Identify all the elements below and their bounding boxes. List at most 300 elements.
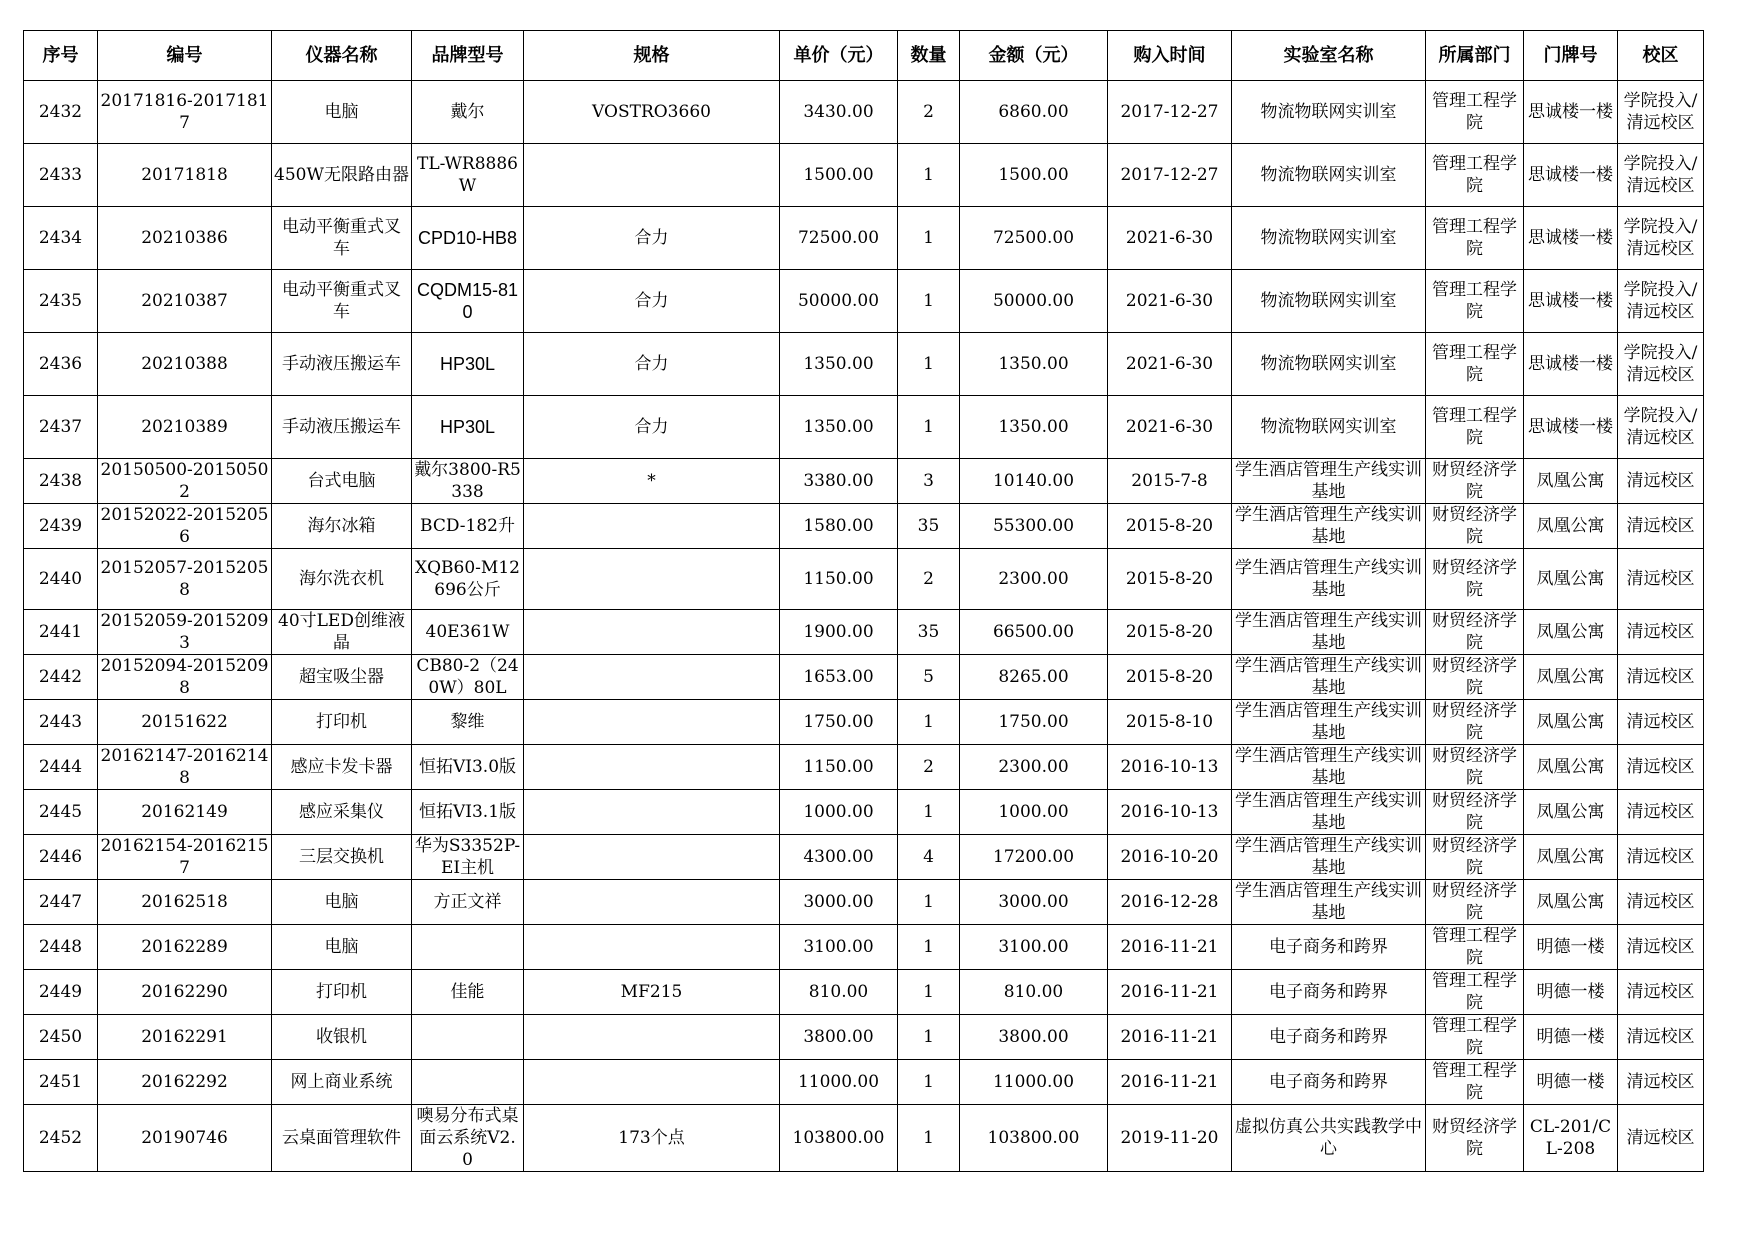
- code-cell-text: 20190746: [141, 1128, 228, 1148]
- unit-price-cell: [780, 700, 898, 745]
- header-cell: 数量: [898, 31, 960, 81]
- department-cell-text: 财贸经济学院: [1432, 505, 1517, 547]
- lab-name-cell-text: 物流物联网实训室: [1260, 291, 1397, 311]
- quantity-cell-text: 3: [923, 471, 934, 491]
- amount-cell: [960, 880, 1108, 925]
- room-number-cell-text: CL-201/CL-208: [1529, 1117, 1612, 1159]
- campus-cell: [1618, 655, 1704, 700]
- room-number-cell-text: 思诚楼一楼: [1528, 228, 1613, 248]
- room-number-cell: [1524, 925, 1618, 970]
- room-number-cell: [1524, 835, 1618, 880]
- code-cell: [98, 1060, 272, 1105]
- department-cell-text: 管理工程学院: [1432, 154, 1517, 196]
- instrument-name-cell-text: 打印机: [316, 712, 367, 732]
- department-cell-text: 管理工程学院: [1432, 1016, 1517, 1058]
- amount-cell-text: 3000.00: [998, 892, 1069, 912]
- serial-cell: [24, 970, 98, 1015]
- serial-cell-text: 2445: [38, 802, 83, 822]
- lab-name-cell-text: 物流物联网实训室: [1260, 228, 1397, 248]
- campus-cell-text: 学院投入/清远校区: [1623, 91, 1698, 133]
- brand-model-cell-text: 戴尔3800-R5338: [414, 460, 521, 502]
- campus-cell: [1618, 925, 1704, 970]
- room-number-cell-text: 思诚楼一楼: [1528, 417, 1613, 437]
- spec-cell: [524, 925, 780, 970]
- lab-name-cell-text: 虚拟仿真公共实践教学中心: [1235, 1117, 1422, 1159]
- lab-name-cell: [1232, 655, 1426, 700]
- room-number-cell: [1524, 270, 1618, 333]
- brand-model-cell-text: TL-WR8886W: [417, 154, 518, 196]
- department-cell: [1426, 835, 1524, 880]
- header-cell: 金额（元）: [960, 31, 1108, 81]
- purchase-date-cell-text: 2015-8-20: [1125, 516, 1214, 536]
- table-row: [24, 81, 1704, 144]
- room-number-cell: [1524, 1105, 1618, 1172]
- spec-cell: [524, 700, 780, 745]
- purchase-date-cell-text: 2021-6-30: [1125, 228, 1214, 248]
- quantity-cell: [898, 1060, 960, 1105]
- lab-name-cell: [1232, 333, 1426, 396]
- amount-cell: [960, 144, 1108, 207]
- campus-cell-text: 学院投入/清远校区: [1623, 406, 1698, 448]
- code-cell: [98, 333, 272, 396]
- amount-cell: [960, 459, 1108, 504]
- amount-cell-text: 72500.00: [992, 228, 1075, 248]
- table-row: [24, 144, 1704, 207]
- serial-cell-text: 2443: [38, 712, 83, 732]
- lab-name-cell: [1232, 790, 1426, 835]
- quantity-cell-text: 1: [923, 802, 934, 822]
- serial-cell-text: 2444: [38, 757, 83, 777]
- room-number-cell-text: 凤凰公寓: [1536, 622, 1605, 642]
- brand-model-cell-text: XQB60-M12696公斤: [415, 558, 520, 600]
- code-cell: [98, 790, 272, 835]
- department-cell-text: 财贸经济学院: [1432, 746, 1517, 788]
- brand-model-cell: [412, 1015, 524, 1060]
- unit-price-cell: [780, 504, 898, 549]
- brand-model-cell: [412, 925, 524, 970]
- header-cell: 所属部门: [1426, 31, 1524, 81]
- instrument-name-cell-text: 网上商业系统: [290, 1072, 393, 1092]
- quantity-cell-text: 2: [923, 757, 934, 777]
- room-number-cell: [1524, 144, 1618, 207]
- amount-cell-text: 10140.00: [992, 471, 1075, 491]
- purchase-date-cell: [1108, 610, 1232, 655]
- amount-cell-text: 1500.00: [998, 165, 1069, 185]
- lab-name-cell-text: 学生酒店管理生产线实训基地: [1235, 558, 1422, 600]
- campus-cell-text: 清远校区: [1626, 847, 1695, 867]
- serial-cell: [24, 459, 98, 504]
- quantity-cell-text: 1: [923, 1027, 934, 1047]
- lab-name-cell-text: 物流物联网实训室: [1260, 417, 1397, 437]
- code-cell: [98, 549, 272, 610]
- code-cell: [98, 610, 272, 655]
- brand-model-cell-text: BCD-182升: [420, 516, 515, 536]
- lab-name-cell: [1232, 1105, 1426, 1172]
- purchase-date-cell-text: 2017-12-27: [1120, 165, 1219, 185]
- department-cell: [1426, 144, 1524, 207]
- department-cell-text: 财贸经济学院: [1432, 701, 1517, 743]
- spec-cell: [524, 970, 780, 1015]
- serial-cell: [24, 610, 98, 655]
- lab-name-cell: [1232, 270, 1426, 333]
- spec-cell: [524, 610, 780, 655]
- brand-model-cell-text: 戴尔: [450, 102, 485, 122]
- campus-cell-text: 清远校区: [1626, 516, 1695, 536]
- room-number-cell-text: 凤凰公寓: [1536, 847, 1605, 867]
- lab-name-cell-text: 学生酒店管理生产线实训基地: [1235, 505, 1422, 547]
- spec-cell: [524, 1060, 780, 1105]
- room-number-cell-text: 思诚楼一楼: [1528, 354, 1613, 374]
- unit-price-cell-text: 1150.00: [803, 757, 874, 777]
- instrument-name-cell-text: 电动平衡重式叉车: [282, 280, 401, 322]
- quantity-cell: [898, 549, 960, 610]
- instrument-name-cell-text: 三层交换机: [299, 847, 384, 867]
- quantity-cell-text: 5: [923, 667, 934, 687]
- table-row: [24, 1015, 1704, 1060]
- room-number-cell: [1524, 970, 1618, 1015]
- instrument-name-cell-text: 感应采集仪: [299, 802, 384, 822]
- table-row: [24, 880, 1704, 925]
- code-cell-text: 20171816-20171817: [100, 91, 269, 133]
- unit-price-cell: [780, 1105, 898, 1172]
- unit-price-cell: [780, 790, 898, 835]
- quantity-cell-text: 1: [923, 1128, 934, 1148]
- quantity-cell: [898, 504, 960, 549]
- brand-model-cell: [412, 549, 524, 610]
- quantity-cell: [898, 790, 960, 835]
- header-cell: 购入时间: [1108, 31, 1232, 81]
- department-cell: [1426, 459, 1524, 504]
- campus-cell: [1618, 1015, 1704, 1060]
- code-cell: [98, 970, 272, 1015]
- lab-name-cell-text: 电子商务和跨界: [1269, 982, 1388, 1002]
- instrument-name-cell-text: 超宝吸尘器: [299, 667, 384, 687]
- amount-cell: [960, 396, 1108, 459]
- serial-cell-text: 2446: [38, 847, 83, 867]
- unit-price-cell-text: 3100.00: [803, 937, 874, 957]
- brand-model-cell: [412, 790, 524, 835]
- instrument-name-cell-text: 感应卡发卡器: [290, 757, 393, 777]
- quantity-cell: [898, 880, 960, 925]
- table-row: [24, 270, 1704, 333]
- code-cell: [98, 655, 272, 700]
- spec-cell: [524, 745, 780, 790]
- campus-cell: [1618, 207, 1704, 270]
- room-number-cell: [1524, 549, 1618, 610]
- campus-cell: [1618, 549, 1704, 610]
- amount-cell: [960, 745, 1108, 790]
- unit-price-cell: [780, 835, 898, 880]
- campus-cell-text: 学院投入/清远校区: [1623, 154, 1698, 196]
- purchase-date-cell-text: 2016-10-13: [1120, 802, 1219, 822]
- lab-name-cell: [1232, 504, 1426, 549]
- purchase-date-cell-text: 2021-6-30: [1125, 354, 1214, 374]
- quantity-cell: [898, 835, 960, 880]
- lab-name-cell-text: 电子商务和跨界: [1269, 1072, 1388, 1092]
- brand-model-cell: [412, 700, 524, 745]
- room-number-cell: [1524, 880, 1618, 925]
- amount-cell: [960, 835, 1108, 880]
- quantity-cell: [898, 207, 960, 270]
- serial-cell: [24, 655, 98, 700]
- instrument-name-cell: [272, 745, 412, 790]
- quantity-cell-text: 1: [923, 937, 934, 957]
- brand-model-cell-text: HP30L: [439, 417, 496, 437]
- campus-cell-text: 清远校区: [1626, 802, 1695, 822]
- code-cell: [98, 880, 272, 925]
- department-cell: [1426, 270, 1524, 333]
- spec-cell: [524, 270, 780, 333]
- campus-cell: [1618, 81, 1704, 144]
- quantity-cell-text: 35: [917, 622, 940, 642]
- department-cell-text: 财贸经济学院: [1432, 836, 1517, 878]
- unit-price-cell: [780, 1060, 898, 1105]
- brand-model-cell: [412, 504, 524, 549]
- code-cell-text: 20210388: [141, 354, 228, 374]
- amount-cell: [960, 700, 1108, 745]
- purchase-date-cell-text: 2015-8-20: [1125, 569, 1214, 589]
- purchase-date-cell-text: 2015-8-20: [1125, 667, 1214, 687]
- table-row: [24, 1105, 1704, 1172]
- spec-cell: [524, 1015, 780, 1060]
- serial-cell-text: 2447: [38, 892, 83, 912]
- unit-price-cell: [780, 459, 898, 504]
- purchase-date-cell: [1108, 970, 1232, 1015]
- code-cell-text: 20162290: [141, 982, 228, 1002]
- amount-cell-text: 1350.00: [998, 354, 1069, 374]
- spec-cell: [524, 81, 780, 144]
- amount-cell-text: 66500.00: [992, 622, 1075, 642]
- purchase-date-cell-text: 2015-8-20: [1125, 622, 1214, 642]
- unit-price-cell: [780, 610, 898, 655]
- serial-cell: [24, 700, 98, 745]
- spec-cell: [524, 790, 780, 835]
- unit-price-cell-text: 50000.00: [797, 291, 880, 311]
- amount-cell: [960, 81, 1108, 144]
- spec-cell: [524, 549, 780, 610]
- unit-price-cell-text: 3430.00: [803, 102, 874, 122]
- lab-name-cell: [1232, 925, 1426, 970]
- serial-cell: [24, 144, 98, 207]
- room-number-cell: [1524, 81, 1618, 144]
- code-cell: [98, 270, 272, 333]
- department-cell-text: 财贸经济学院: [1432, 881, 1517, 923]
- brand-model-cell: [412, 655, 524, 700]
- department-cell: [1426, 396, 1524, 459]
- department-cell-text: 财贸经济学院: [1432, 611, 1517, 653]
- purchase-date-cell-text: 2016-11-21: [1120, 937, 1219, 957]
- serial-cell: [24, 790, 98, 835]
- header-cell: 实验室名称: [1232, 31, 1426, 81]
- quantity-cell-text: 1: [923, 291, 934, 311]
- brand-model-cell-text: 恒拓VI3.0版: [418, 757, 517, 777]
- instrument-name-cell: [272, 459, 412, 504]
- lab-name-cell: [1232, 459, 1426, 504]
- quantity-cell: [898, 1015, 960, 1060]
- purchase-date-cell-text: 2019-11-20: [1120, 1128, 1219, 1148]
- spec-cell: [524, 835, 780, 880]
- unit-price-cell-text: 72500.00: [797, 228, 880, 248]
- instrument-name-cell: [272, 270, 412, 333]
- quantity-cell-text: 1: [923, 354, 934, 374]
- code-cell: [98, 835, 272, 880]
- serial-cell-text: 2432: [38, 102, 83, 122]
- department-cell: [1426, 207, 1524, 270]
- room-number-cell-text: 凤凰公寓: [1536, 757, 1605, 777]
- unit-price-cell-text: 103800.00: [792, 1128, 885, 1148]
- room-number-cell-text: 凤凰公寓: [1536, 892, 1605, 912]
- lab-name-cell-text: 学生酒店管理生产线实训基地: [1235, 611, 1422, 653]
- amount-cell-text: 3800.00: [998, 1027, 1069, 1047]
- instrument-name-cell: [272, 504, 412, 549]
- room-number-cell: [1524, 333, 1618, 396]
- brand-model-cell-text: HP30L: [439, 354, 496, 374]
- serial-cell-text: 2433: [38, 165, 83, 185]
- serial-cell: [24, 1105, 98, 1172]
- purchase-date-cell-text: 2015-8-10: [1125, 712, 1214, 732]
- code-cell-text: 20150500-20150502: [100, 460, 269, 502]
- brand-model-cell-text: 黎维: [450, 712, 485, 732]
- table-row: [24, 396, 1704, 459]
- purchase-date-cell-text: 2016-12-28: [1120, 892, 1219, 912]
- room-number-cell: [1524, 396, 1618, 459]
- amount-cell-text: 103800.00: [987, 1128, 1080, 1148]
- campus-cell-text: 学院投入/清远校区: [1623, 217, 1698, 259]
- campus-cell: [1618, 270, 1704, 333]
- brand-model-cell: [412, 970, 524, 1015]
- amount-cell: [960, 790, 1108, 835]
- code-cell: [98, 459, 272, 504]
- amount-cell-text: 3100.00: [998, 937, 1069, 957]
- amount-cell-text: 2300.00: [998, 757, 1069, 777]
- unit-price-cell: [780, 1015, 898, 1060]
- purchase-date-cell-text: 2016-10-13: [1120, 757, 1219, 777]
- amount-cell: [960, 504, 1108, 549]
- quantity-cell-text: 1: [923, 892, 934, 912]
- spec-cell: [524, 144, 780, 207]
- campus-cell-text: 清远校区: [1626, 1128, 1695, 1148]
- department-cell: [1426, 1105, 1524, 1172]
- campus-cell-text: 清远校区: [1626, 757, 1695, 777]
- campus-cell: [1618, 396, 1704, 459]
- instrument-name-cell-text: 海尔冰箱: [307, 516, 376, 536]
- purchase-date-cell: [1108, 459, 1232, 504]
- lab-name-cell: [1232, 880, 1426, 925]
- unit-price-cell-text: 1653.00: [803, 667, 874, 687]
- campus-cell-text: 清远校区: [1626, 1027, 1695, 1047]
- brand-model-cell: [412, 835, 524, 880]
- purchase-date-cell-text: 2021-6-30: [1125, 291, 1214, 311]
- purchase-date-cell: [1108, 700, 1232, 745]
- purchase-date-cell: [1108, 333, 1232, 396]
- campus-cell: [1618, 333, 1704, 396]
- purchase-date-cell-text: 2016-11-21: [1120, 1027, 1219, 1047]
- amount-cell-text: 2300.00: [998, 569, 1069, 589]
- quantity-cell-text: 1: [923, 982, 934, 1002]
- header-cell: 规格: [524, 31, 780, 81]
- unit-price-cell: [780, 880, 898, 925]
- instrument-name-cell-text: 手动液压搬运车: [282, 354, 401, 374]
- code-cell-text: 20210389: [141, 417, 228, 437]
- lab-name-cell-text: 学生酒店管理生产线实训基地: [1235, 746, 1422, 788]
- unit-price-cell-text: 3000.00: [803, 892, 874, 912]
- purchase-date-cell-text: 2017-12-27: [1120, 102, 1219, 122]
- department-cell: [1426, 790, 1524, 835]
- department-cell: [1426, 504, 1524, 549]
- instrument-name-cell: [272, 333, 412, 396]
- amount-cell: [960, 610, 1108, 655]
- code-cell-text: 20162291: [141, 1027, 228, 1047]
- brand-model-cell: [412, 270, 524, 333]
- instrument-name-cell-text: 云桌面管理软件: [282, 1128, 401, 1148]
- spec-cell-text: 合力: [634, 417, 669, 437]
- serial-cell-text: 2435: [38, 291, 83, 311]
- quantity-cell: [898, 144, 960, 207]
- purchase-date-cell: [1108, 144, 1232, 207]
- room-number-cell-text: 明德一楼: [1536, 1072, 1605, 1092]
- quantity-cell: [898, 700, 960, 745]
- department-cell-text: 管理工程学院: [1432, 971, 1517, 1013]
- lab-name-cell: [1232, 835, 1426, 880]
- code-cell-text: 20162147-20162148: [100, 746, 269, 788]
- department-cell-text: 管理工程学院: [1432, 926, 1517, 968]
- purchase-date-cell: [1108, 880, 1232, 925]
- instrument-name-cell: [272, 970, 412, 1015]
- serial-cell: [24, 549, 98, 610]
- instrument-name-cell-text: 电脑: [324, 937, 359, 957]
- header-row: [24, 31, 1704, 81]
- campus-cell-text: 学院投入/清远校区: [1623, 280, 1698, 322]
- department-cell-text: 管理工程学院: [1432, 406, 1517, 448]
- lab-name-cell-text: 学生酒店管理生产线实训基地: [1235, 701, 1422, 743]
- spec-cell-text: 合力: [634, 228, 669, 248]
- purchase-date-cell: [1108, 745, 1232, 790]
- spec-cell-text: 173个点: [618, 1128, 685, 1148]
- code-cell-text: 20162149: [141, 802, 228, 822]
- brand-model-cell-text: 40E361W: [425, 622, 510, 642]
- campus-cell: [1618, 459, 1704, 504]
- unit-price-cell-text: 1580.00: [803, 516, 874, 536]
- serial-cell: [24, 396, 98, 459]
- instrument-name-cell: [272, 81, 412, 144]
- lab-name-cell: [1232, 1015, 1426, 1060]
- lab-name-cell-text: 学生酒店管理生产线实训基地: [1235, 656, 1422, 698]
- room-number-cell: [1524, 610, 1618, 655]
- serial-cell: [24, 207, 98, 270]
- code-cell-text: 20162289: [141, 937, 228, 957]
- campus-cell: [1618, 745, 1704, 790]
- unit-price-cell: [780, 207, 898, 270]
- header-cell: 单价（元）: [780, 31, 898, 81]
- amount-cell: [960, 1015, 1108, 1060]
- serial-cell-text: 2448: [38, 937, 83, 957]
- lab-name-cell: [1232, 549, 1426, 610]
- instrument-name-cell: [272, 880, 412, 925]
- campus-cell-text: 清远校区: [1626, 667, 1695, 687]
- campus-cell: [1618, 970, 1704, 1015]
- purchase-date-cell: [1108, 1015, 1232, 1060]
- campus-cell: [1618, 835, 1704, 880]
- table-body: [24, 81, 1704, 1172]
- lab-name-cell-text: 物流物联网实训室: [1260, 354, 1397, 374]
- room-number-cell: [1524, 790, 1618, 835]
- room-number-cell: [1524, 700, 1618, 745]
- instrument-name-cell-text: 450W无限路由器: [274, 165, 409, 185]
- brand-model-cell-text: CB80-2（240W）80L: [416, 656, 519, 698]
- brand-model-cell: [412, 144, 524, 207]
- unit-price-cell: [780, 970, 898, 1015]
- amount-cell: [960, 333, 1108, 396]
